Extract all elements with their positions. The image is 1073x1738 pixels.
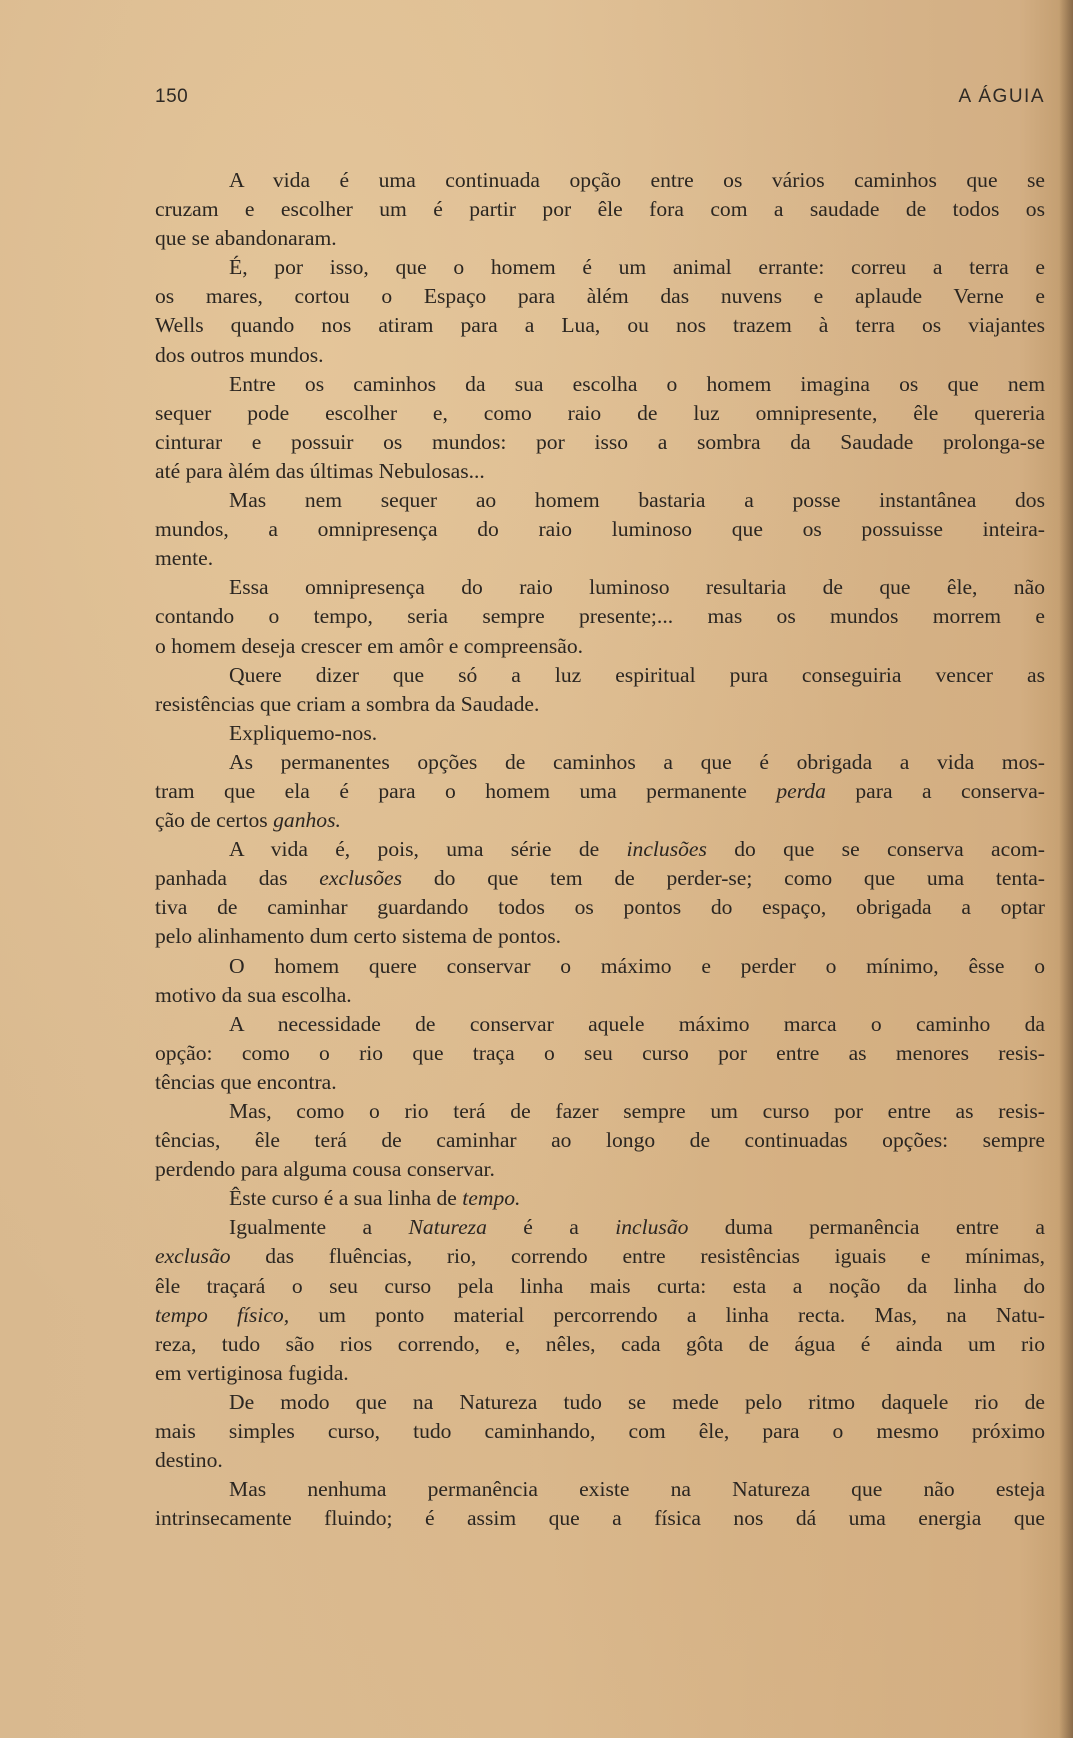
body-text bbox=[155, 166, 1045, 1533]
journal-title: A ÁGUIA bbox=[958, 86, 1045, 107]
text-segment: De modo que na Natureza tudo se mede pelo ritmo daquele rio de bbox=[229, 1389, 1045, 1414]
text-segment: êle traçará o seu curso pela linha mais curta: esta a noção da linha do bbox=[155, 1273, 1045, 1298]
text-line bbox=[155, 1417, 1045, 1446]
text-segment: para a conserva- bbox=[825, 778, 1045, 803]
text-line bbox=[155, 428, 1045, 457]
text-line bbox=[155, 922, 1045, 951]
italic-text: inclusão bbox=[615, 1215, 689, 1240]
text-line bbox=[155, 399, 1045, 428]
text-segment: Igualmente a bbox=[229, 1215, 409, 1240]
italic-text: ganhos. bbox=[273, 808, 341, 833]
text-segment: até para àlém das últimas Nebulosas... bbox=[155, 458, 485, 483]
text-segment: ção de certos bbox=[155, 808, 274, 833]
text-segment: opção: como o rio que traça o seu curso por entre as menores resis- bbox=[155, 1040, 1045, 1065]
text-line bbox=[155, 1359, 1045, 1388]
text-segment: As permanentes opções de caminhos a que é obrigada a vida mos- bbox=[229, 749, 1045, 774]
text-segment: A vida é, pois, uma série de bbox=[229, 837, 627, 862]
text-segment: tiva de caminhar guardando todos os pontos do espaço, obrigada a optar bbox=[155, 895, 1045, 920]
text-segment: pelo alinhamento dum certo sistema de pontos. bbox=[155, 924, 561, 949]
text-segment: Êste curso é a sua linha de bbox=[229, 1186, 463, 1211]
text-line bbox=[155, 253, 1045, 282]
italic-text: tempo físico, bbox=[155, 1302, 290, 1327]
text-segment: Mas nenhuma permanência existe na Natureza que não esteja bbox=[229, 1477, 1045, 1502]
text-line bbox=[155, 195, 1045, 224]
text-segment: A necessidade de conservar aquele máximo marca o caminho da bbox=[229, 1011, 1045, 1036]
text-segment: Wells quando nos atiram para a Lua, ou nos trazem à terra os viajantes bbox=[155, 313, 1045, 338]
text-line bbox=[155, 282, 1045, 311]
italic-text: Natureza bbox=[408, 1215, 487, 1240]
text-segment: Entre os caminhos da sua escolha o homem imagina os que nem bbox=[229, 371, 1045, 396]
text-segment: os mares, cortou o Espaço para àlém das nuvens e aplaude Verne e bbox=[155, 284, 1045, 309]
text-line bbox=[155, 1155, 1045, 1184]
page-number: 150 bbox=[155, 86, 189, 107]
text-segment: O homem quere conservar o máximo e perder o mínimo, êsse o bbox=[229, 953, 1045, 978]
text-segment: reza, tudo são rios correndo, e, nêles, cada gôta de água é ainda um rio bbox=[155, 1331, 1045, 1356]
text-segment: o homem deseja crescer em amôr e compreensão. bbox=[155, 633, 584, 658]
text-line bbox=[155, 573, 1045, 602]
text-segment: um ponto material percorrendo a linha recta. Mas, na Natu- bbox=[289, 1302, 1045, 1327]
text-segment: tências, êle terá de caminhar ao longo de continuadas opções: sempre bbox=[155, 1128, 1045, 1153]
text-line bbox=[155, 166, 1045, 195]
text-segment: cruzam e escolher um é partir por êle fora com a saudade de todos os bbox=[155, 197, 1045, 222]
running-head bbox=[155, 86, 1045, 112]
text-line bbox=[155, 370, 1045, 399]
text-segment: intrinsecamente fluindo; é assim que a física nos dá uma energia que bbox=[155, 1506, 1045, 1531]
text-line bbox=[155, 1068, 1045, 1097]
text-segment: mente. bbox=[155, 546, 214, 571]
text-line bbox=[155, 1330, 1045, 1359]
text-segment: perdendo para alguma cousa conservar. bbox=[155, 1157, 495, 1182]
italic-text: exclusões bbox=[319, 866, 403, 891]
text-line bbox=[155, 1301, 1045, 1330]
text-line bbox=[155, 544, 1045, 573]
text-line bbox=[155, 1388, 1045, 1417]
italic-text: exclusão bbox=[155, 1244, 231, 1269]
text-segment: sequer pode escolher e, como raio de luz omnipresente, êle quereria bbox=[155, 400, 1045, 425]
text-line bbox=[155, 1242, 1045, 1271]
text-segment: A vida é uma continuada opção entre os vários caminhos que se bbox=[229, 168, 1045, 192]
text-segment: que se abandonaram. bbox=[155, 226, 337, 251]
text-segment: Essa omnipresença do raio luminoso resultaria de que êle, não bbox=[229, 575, 1045, 600]
text-segment: cinturar e possuir os mundos: por isso a sombra da Saudade prolonga-se bbox=[155, 429, 1045, 454]
text-segment: tram que ela é para o homem uma permanente bbox=[155, 778, 777, 803]
text-line bbox=[155, 1097, 1045, 1126]
text-segment: Mas, como o rio terá de fazer sempre um curso por entre as resis- bbox=[229, 1099, 1045, 1123]
text-segment: tências que encontra. bbox=[155, 1069, 337, 1094]
text-segment: em vertiginosa fugida. bbox=[155, 1360, 349, 1385]
text-segment: panhada das bbox=[155, 866, 320, 891]
italic-text: inclusões bbox=[626, 837, 707, 862]
text-line bbox=[155, 311, 1045, 340]
text-segment: mundos, a omnipresença do raio luminoso que os possuisse inteira- bbox=[155, 517, 1045, 542]
text-line bbox=[155, 224, 1045, 253]
italic-text: tempo. bbox=[462, 1186, 521, 1211]
text-line bbox=[155, 835, 1045, 864]
text-segment: mais simples curso, tudo caminhando, com êle, para o mesmo próximo bbox=[155, 1419, 1045, 1444]
text-line bbox=[155, 719, 1045, 748]
text-line bbox=[155, 864, 1045, 893]
text-line bbox=[155, 1475, 1045, 1504]
text-segment: Expliquemo-nos. bbox=[229, 720, 378, 745]
text-line bbox=[155, 457, 1045, 486]
text-segment: contando o tempo, seria sempre presente;... mas os mundos morrem e bbox=[155, 604, 1045, 629]
text-line bbox=[155, 661, 1045, 690]
text-line bbox=[155, 981, 1045, 1010]
text-segment: resistências que criam a sombra da Saudade. bbox=[155, 691, 540, 716]
text-segment: Mas nem sequer ao homem bastaria a posse instantânea dos bbox=[229, 488, 1045, 513]
italic-text: perda bbox=[776, 778, 826, 803]
text-line bbox=[155, 1446, 1045, 1475]
text-line bbox=[155, 1010, 1045, 1039]
text-segment: É, por isso, que o homem é um animal errante: correu a terra e bbox=[229, 255, 1045, 280]
text-segment: Quere dizer que só a luz espiritual pura conseguiria vencer as bbox=[229, 662, 1045, 687]
text-line bbox=[155, 1504, 1045, 1533]
text-line bbox=[155, 632, 1045, 661]
text-segment: dos outros mundos. bbox=[155, 342, 324, 367]
text-segment: do que tem de perder-se; como que uma tenta- bbox=[402, 866, 1045, 891]
text-line bbox=[155, 690, 1045, 719]
text-segment: destino. bbox=[155, 1448, 223, 1473]
text-line bbox=[155, 748, 1045, 777]
text-line bbox=[155, 602, 1045, 631]
text-line bbox=[155, 486, 1045, 515]
text-line bbox=[155, 777, 1045, 806]
text-line bbox=[155, 952, 1045, 981]
text-line bbox=[155, 1272, 1045, 1301]
text-line bbox=[155, 515, 1045, 544]
text-segment: é a bbox=[486, 1215, 616, 1240]
text-segment: motivo da sua escolha. bbox=[155, 982, 352, 1007]
text-line bbox=[155, 1213, 1045, 1242]
text-line bbox=[155, 341, 1045, 370]
text-segment: das fluências, rio, correndo entre resistências iguais e mínimas, bbox=[230, 1244, 1045, 1269]
text-line bbox=[155, 1126, 1045, 1155]
text-line bbox=[155, 1039, 1045, 1068]
text-line bbox=[155, 806, 1045, 835]
text-segment: do que se conserva acom- bbox=[706, 837, 1045, 862]
text-segment: duma permanência entre a bbox=[688, 1215, 1045, 1240]
text-line bbox=[155, 1184, 1045, 1213]
text-line bbox=[155, 893, 1045, 922]
page-edge-shadow bbox=[1059, 0, 1073, 1738]
